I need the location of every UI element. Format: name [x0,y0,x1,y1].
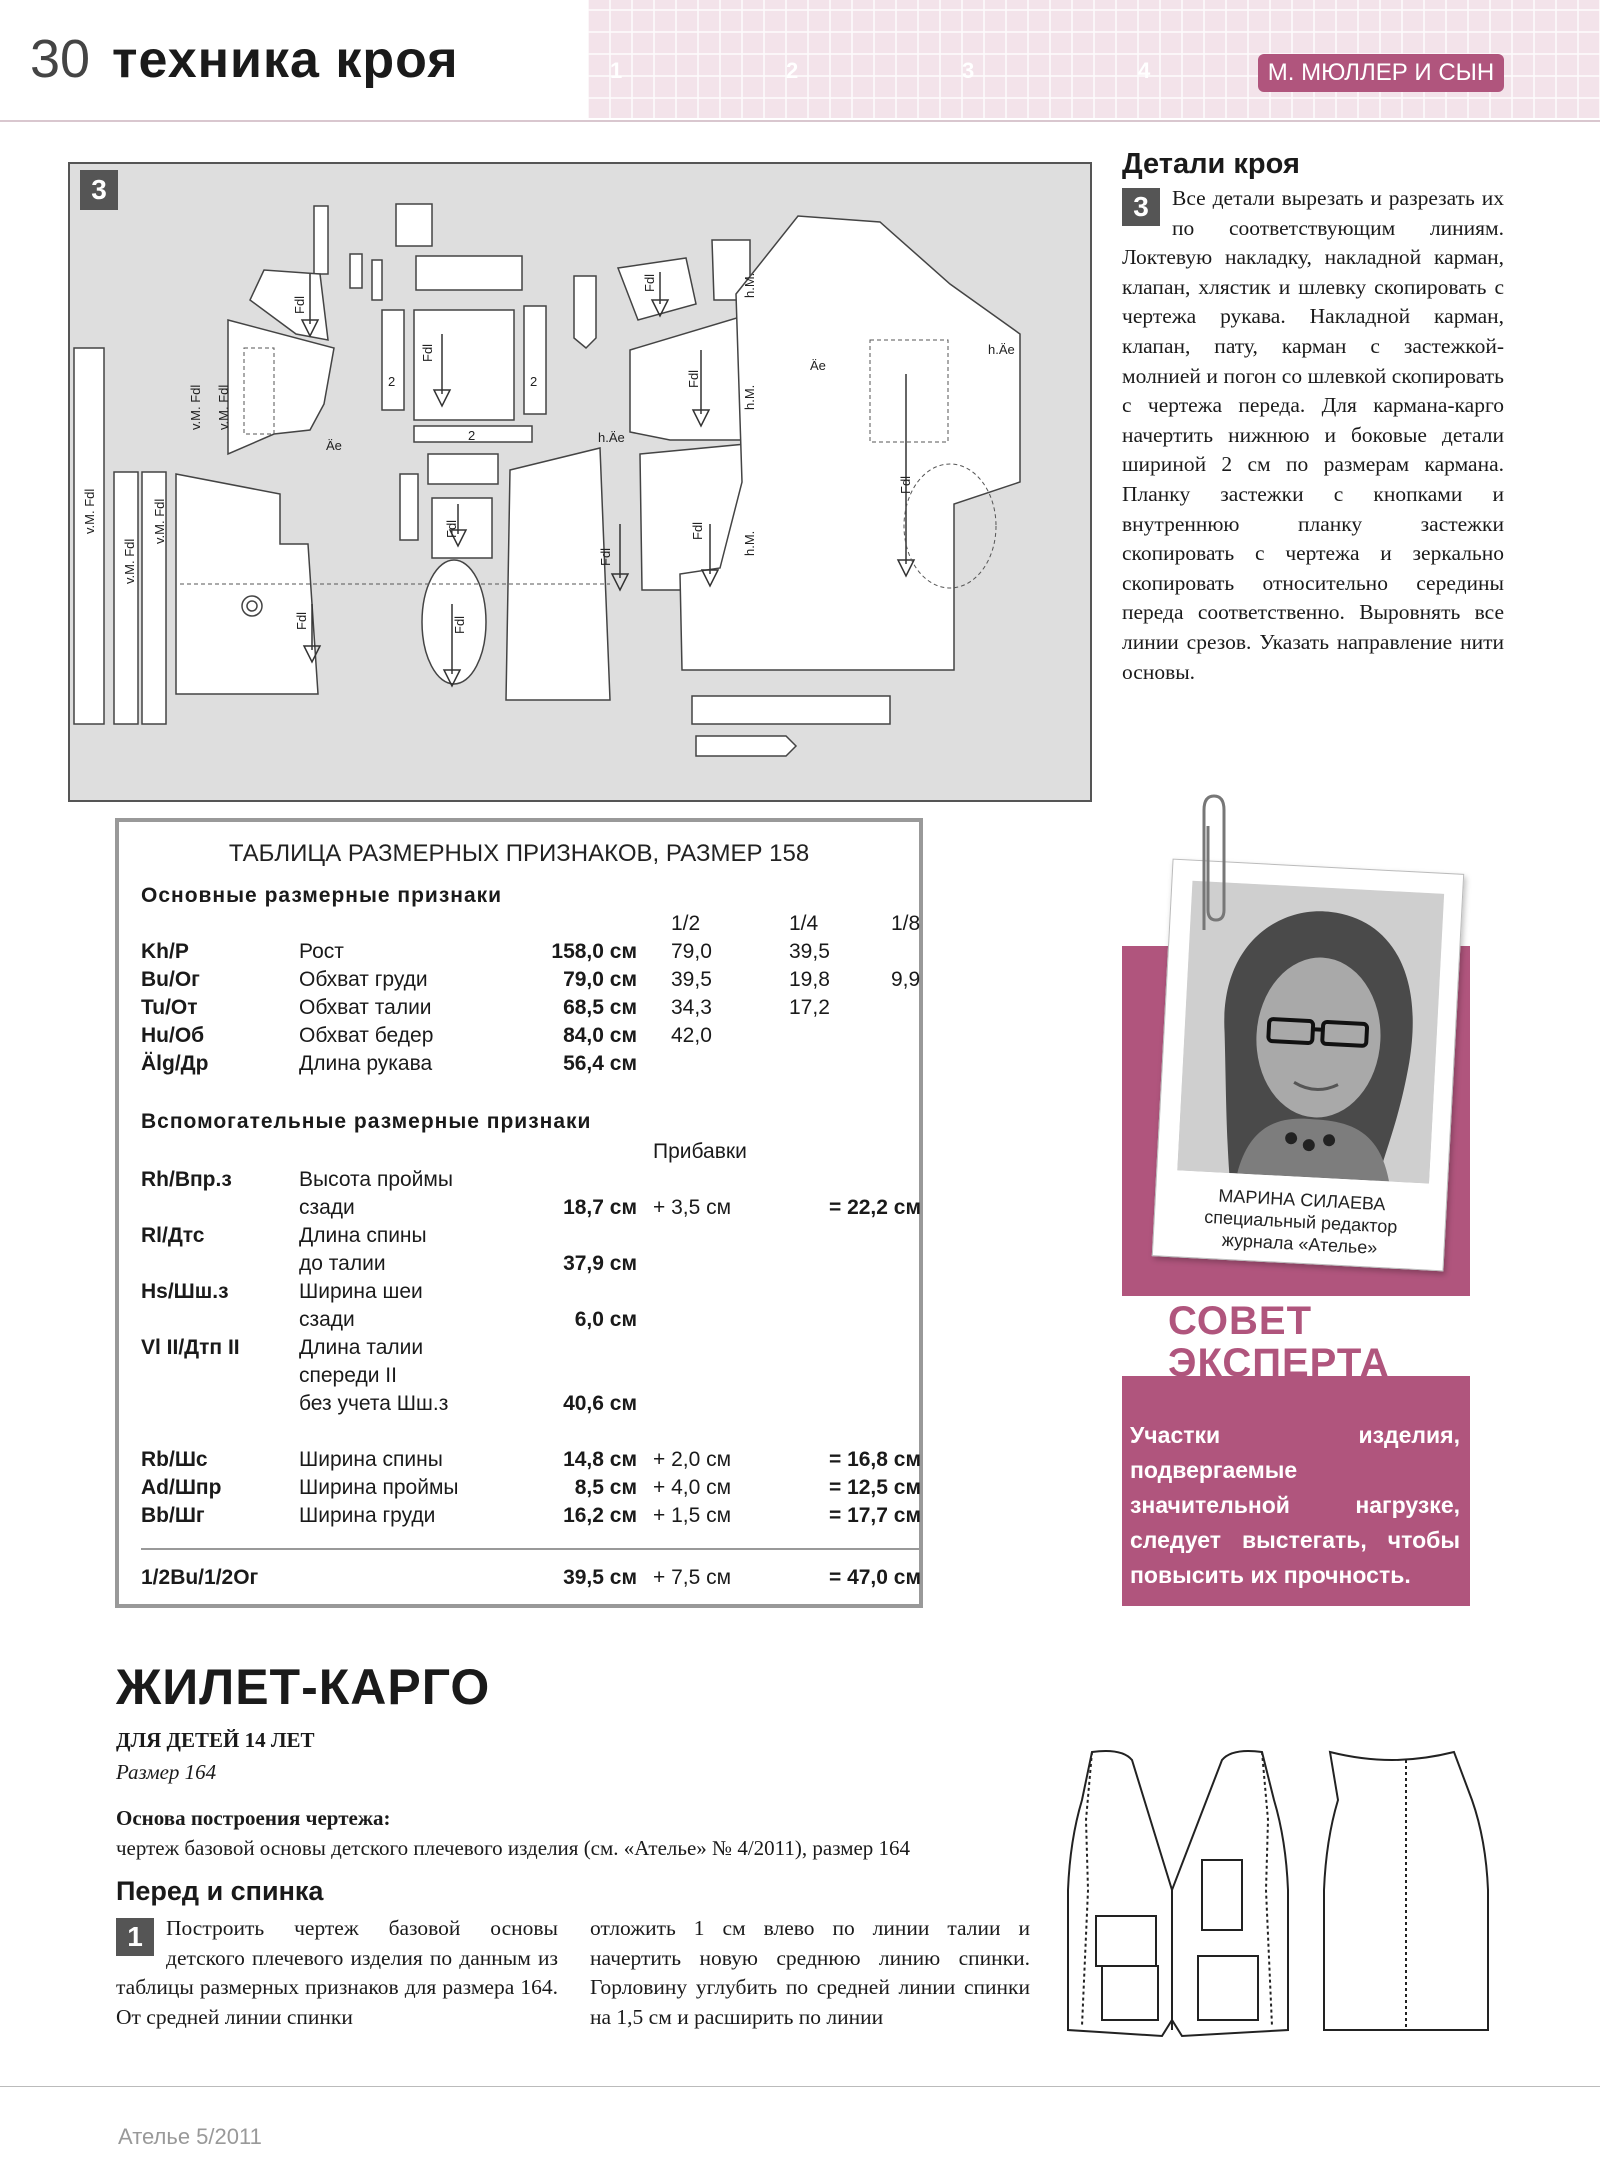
pattern-label: v.M. Fdl [188,384,203,430]
pattern-label: Fdl [292,295,307,314]
article-size: Размер 164 [116,1760,217,1784]
pattern-label: Fdl [598,547,613,566]
table-row-cont: без учета Шш.з 40,6 см [299,1392,637,1415]
table-row-cont: сзади 18,7 см + 3,5 см = 22,2 см [299,1196,921,1219]
vest-illustration-icon [1062,1740,1540,2040]
table-divider [141,1548,921,1550]
pattern-strip-h [696,736,796,756]
table-row: Hs/Шш.з Ширина шеи [141,1280,423,1303]
table-row: Bu/Ог Обхват груди 79,0 см 39,5 19,8 9,9 [141,968,921,991]
pattern-side [524,306,546,414]
step-badge: 3 [1122,188,1160,226]
pattern-label: Fdl [686,369,701,388]
pattern-strip-h [428,454,498,484]
expert-caption [1153,1181,1448,1262]
pattern-label: v.M. Fdl [152,498,167,544]
size-table-title: ТАБЛИЦА РАЗМЕРНЫХ ПРИЗНАКОВ, РАЗМЕР 158 [228,840,810,867]
pattern-label: h.M. [742,384,757,410]
table-row-cont: спереди II [299,1364,397,1387]
pattern-diagram [68,162,1092,802]
ruler-number-1: 1 [610,58,623,83]
step-badge: 1 [116,1918,154,1956]
expert-heading-line1: СОВЕТ [1168,1299,1313,1343]
table-row-cont: сзади 6,0 см [299,1308,637,1331]
pattern-pieces-svg [70,164,1090,800]
pattern-label: Äe [326,438,342,453]
pattern-label: h.Äe [988,342,1015,357]
table-row: Rh/Впр.з Высота проймы [141,1168,453,1191]
article-subtitle: ДЛЯ ДЕТЕЙ 14 ЛЕТ [116,1728,315,1752]
article-title: ЖИЛЕТ-КАРГО [116,1659,491,1715]
expert-magazine: журнала «Ателье» [1221,1229,1378,1258]
section-heading: Перед и спинка [116,1876,324,1906]
pattern-label: 2 [530,374,538,389]
table-row: Ad/Шпр Ширина проймы 8,5 см + 4,0 см = 12,5 см [141,1476,921,1499]
pattern-label: 2 [388,374,396,389]
pattern-label: h.Äe [598,430,625,445]
pattern-pocket [414,310,514,420]
details-paragraph: Все детали вырезать и разрезать их по соответствующим линиям. Локтевую накладку, накладной карман, клапан, хлястик и шлевку скопировать с чертежа рукава. Накладной карман, клапан, пату, карман с застежкой-молнией и погон со шлевкой скопировать с чертежа переда. Для кармана-карго начертить нижнюю и боковые детали шириной 2 см по размерам кармана. Планку застежки с кнопками и внутреннюю планку застежки скопировать с чертежа и зеркально скопировать относительно середины переда соответственно. Выровнять все линии срезов. Указать направление нити основы. [1122,186,1504,684]
header-divider [0,120,1600,122]
ruler-number-2: 2 [786,58,799,83]
pattern-label: v.M. Fdl [216,384,231,430]
pattern-front-center [506,448,610,700]
size-table [115,818,923,1608]
expert-role: специальный редактор [1203,1206,1398,1237]
pattern-flap [432,498,492,558]
article-column-2: отложить 1 см влево по линии талии и начертить новую среднюю линию спинки. Горловину углубить по средней линии спинки на 1,5 см и расширить по линии [590,1916,1030,2029]
paperclip-icon [1192,790,1232,940]
allowance-header: Прибавки [653,1140,747,1163]
pattern-label: Fdl [898,475,913,494]
table-total-row: 1/2Bu/1/2Ог 39,5 см + 7,5 см = 47,0 см [141,1566,921,1589]
ruler-number-4: 4 [1138,58,1151,83]
pattern-strip [74,348,104,724]
pattern-label: Äe [810,358,826,373]
pattern-small-piece [396,204,432,246]
details-text-block [1122,184,1504,687]
expert-heading-line2: ЭКСПЕРТА [1168,1341,1390,1385]
pattern-tab [574,276,596,348]
pattern-label: 2 [468,428,476,443]
table-row: Bb/Шг Ширина груди 16,2 см + 1,5 см = 17,7 см [141,1504,921,1527]
table-row: Älg/Др Длина рукава 56,4 см [141,1052,637,1075]
figure-number-badge: 3 [80,170,118,210]
pattern-label: h.M. [742,272,757,298]
main-measurements-heading: Основные размерные признаки [141,884,503,907]
pattern-strip [114,472,138,724]
ruler-number-3: 3 [962,58,975,83]
basis-heading: Основа построения чертежа: [116,1806,391,1830]
table-row: Hu/Об Обхват бедер 84,0 см 42,0 [141,1024,712,1047]
pattern-small-piece [350,254,362,288]
fraction-header: 1/4 [789,912,819,935]
details-heading: Детали кроя [1122,148,1300,180]
fraction-header: 1/2 [671,912,701,935]
pattern-label: Fdl [452,615,467,634]
pattern-label: Fdl [420,343,435,362]
basis-text: чертеж базовой основы детского плечевого изделия (см. «Ателье» № 4/2011), размер 164 [116,1836,911,1860]
pattern-label: v.M. Fdl [122,538,137,584]
table-row-cont: до талии 37,9 см [299,1252,637,1275]
pattern-small-piece [314,206,328,274]
expert-advice-text: Участки изделия, подвергаемые значительной нагрузке, следует выстегать, чтобы повысить их прочность. [1130,1422,1460,1588]
page-number: 30 [30,29,91,89]
fraction-header-row [141,912,921,940]
article-paragraph: Построить чертеж базовой основы детского плечевого изделия по данным из таблицы размерных признаков для размера 164. От средней линии спинки [116,1916,558,2029]
pattern-small-piece [416,256,522,290]
pattern-small-piece [372,260,382,300]
table-row: Tu/От Обхват талии 68,5 см 34,3 17,2 [141,996,830,1019]
article-column-1 [116,1914,558,2032]
pattern-label: Fdl [444,519,459,538]
pattern-label: Fdl [294,611,309,630]
pattern-label: Fdl [690,521,705,540]
expert-name: МАРИНА СИЛАЕВА [1217,1185,1386,1215]
pattern-side [382,310,404,410]
footer-issue: Ателье 5/2011 [118,2124,262,2149]
pattern-tab [400,474,418,540]
brand-badge: М. МЮЛЛЕР И СЫН [1258,54,1504,92]
section-title: техника кроя [112,31,459,89]
table-row: Kh/P Рост 158,0 см 79,0 39,5 [141,940,830,963]
pattern-label: v.M. Fdl [82,488,97,534]
table-row: Vl II/Дтп II Длина талии [141,1336,424,1359]
pattern-strip-h [692,696,890,724]
pattern-label: h.M. [742,530,757,556]
pattern-label: Fdl [642,273,657,292]
footer-divider [0,2086,1600,2087]
table-row: Rl/Дтс Длина спины [141,1224,427,1247]
expert-heading [1128,1299,1458,1385]
allowance-header-row [141,1140,911,1168]
aux-measurements-heading: Вспомогательные размерные признаки [141,1110,592,1133]
table-row: Rb/Шс Ширина спины 14,8 см + 2,0 см = 16,8 см [141,1448,921,1471]
fraction-header: 1/8 [891,912,921,935]
